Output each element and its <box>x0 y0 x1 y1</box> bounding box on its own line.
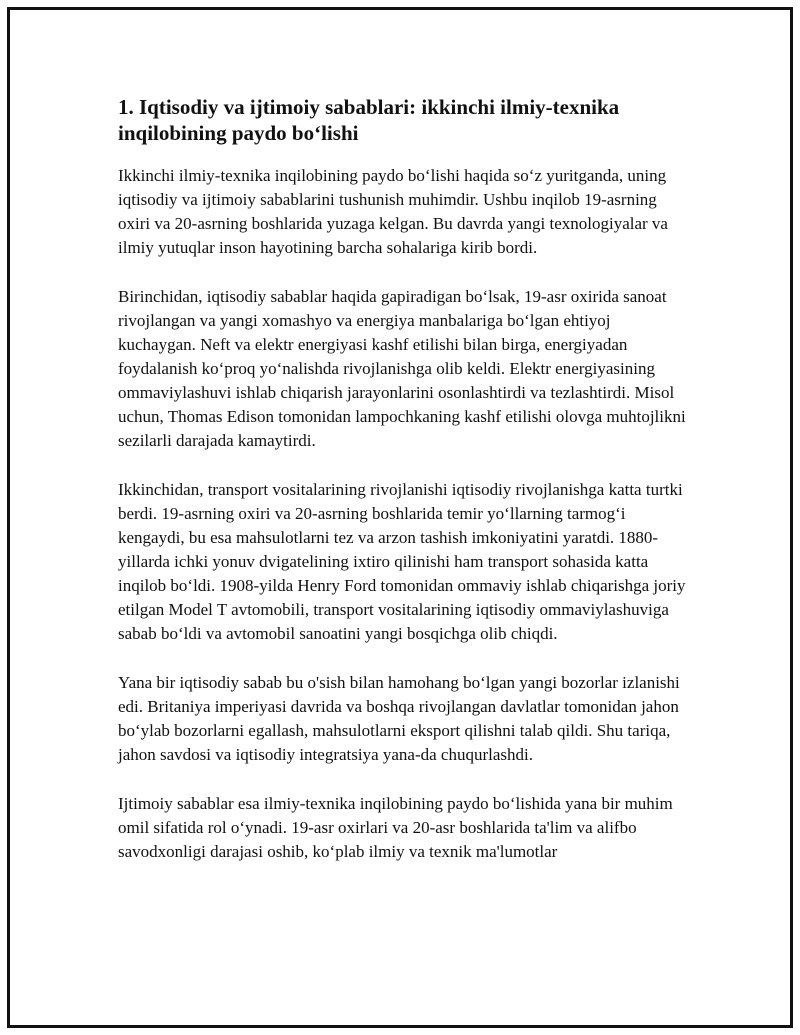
paragraph-economic-first: Birinchidan, iqtisodiy sabablar haqida gapiradigan bo‘lsak, 19-asr oxirida sanoat rivojlangan va yangi xomashyo va energiya manbalariga bo‘lgan ehtiyoj kuchaygan. Neft va elektr energiyasi kashf etilishi bilan birga, energiyadan foydalanish ko‘proq yo‘nalishda rivojlanishga olib keldi. Elektr energiyasining ommaviylashuvi ishlab chiqarish jarayonlarini osonlashtirdi va tezlashtirdi. Misol uchun, Thomas Edison tomonidan lampochkaning kashf etilishi olovga muhtojlikni sezilarli darajada kamaytirdi. <box>118 287 686 450</box>
section-heading: 1. Iqtisodiy va ijtimoiy sabablari: ikkinchi ilmiy-texnika inqilobining paydo bo‘lishi <box>118 95 620 145</box>
paragraph-intro: Ikkinchi ilmiy-texnika inqilobining paydo bo‘lishi haqida so‘z yuritganda, uning iqtisodiy va ijtimoiy sabablarini tushunish muhimdir. Ushbu inqilob 19-asrning oxiri va 20-asrning boshlarida yuzaga kelgan. Bu davrda yangi texnologiyalar va ilmiy yutuqlar inson hayotining barcha sohalariga kirib bordi. <box>118 166 668 257</box>
paragraph-economic-markets: Yana bir iqtisodiy sabab bu o'sish bilan hamohang bo‘lgan yangi bozorlar izlanishi edi. Britaniya imperiyasi davrida va boshqa rivojlangan davlatlar tomonidan jahon bo‘ylab bozorlarni egallash, mahsulotlarni eksport qilishni talab qildi. Shu tariqa, jahon savdosi va iqtisodiy integratsiya yana-da chuqurlashdi. <box>118 673 680 764</box>
paragraph-social: Ijtimoiy sabablar esa ilmiy-texnika inqilobining paydo bo‘lishida yana bir muhim omil sifatida rol o‘ynadi. 19-asr oxirlari va 20-asr boshlarida ta'lim va alifbo savodxonligi darajasi oshib, ko‘plab ilmiy va texnik ma'lumotlar <box>118 794 673 861</box>
paragraph-economic-transport: Ikkinchidan, transport vositalarining rivojlanishi iqtisodiy rivojlanishga katta turtki berdi. 19-asrning oxiri va 20-asrning boshlarida temir yo‘llarning tarmog‘i kengaydi, bu esa mahsulotlarni tez va arzon tashish imkoniyatini yaratdi. 1880-yillarda ichki yonuv dvigatelining ixtiro qilinishi ham transport sohasida katta inqilob bo‘ldi. 1908-yilda Henry Ford tomonidan ommaviy ishlab chiqarishga joriy etilgan Model T avtomobili, transport vositalarining iqtisodiy ommaviylashuviga sabab bo‘ldi va avtomobil sanoatini yangi bosqichga olib chiqdi. <box>118 480 686 643</box>
document-body <box>118 94 688 889</box>
